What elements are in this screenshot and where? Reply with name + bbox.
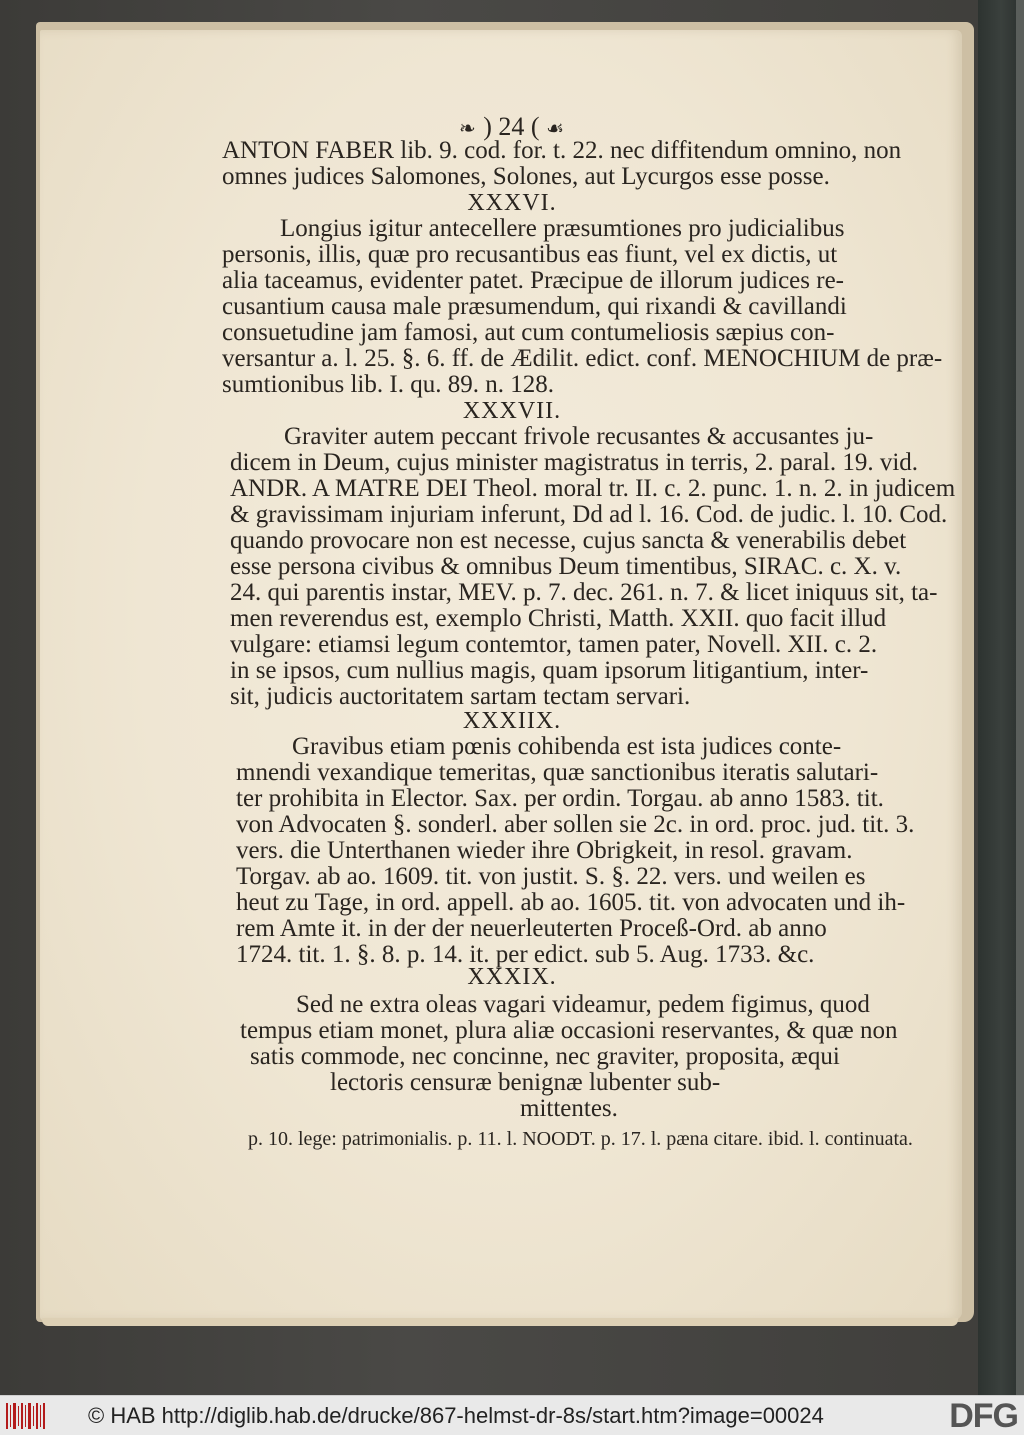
dfg-logo: DFG [949,1397,1018,1435]
viewer-footer-bar [0,1395,1024,1435]
text-line: 24. qui parentis instar, MEV. p. 7. dec. 261. n. 7. & licet iniquus sit, ta- [230,579,938,606]
text-line: Sed ne extra oleas vagari videamur, pedem figimus, quod [296,991,870,1018]
text-line: tempus etiam monet, plura aliæ occasioni reservantes, & quæ non [240,1017,898,1044]
text-line: personis, illis, quæ pro recusantibus eas fiunt, vel ex dictis, ut [222,241,838,268]
text-line: von Advocaten §. sonderl. aber sollen sie 2c. in ord. proc. jud. tit. 3. [236,811,915,838]
text-line: mittentes. [520,1095,618,1122]
text-line: rem Amte it. in der der neuerleuterten Proceß-Ord. ab anno [236,915,827,942]
text-line: & gravissimam injuriam inferunt, Dd ad l. 16. Cod. de judic. l. 10. Cod. [230,501,948,528]
ornament-left-icon: ❧ [458,118,477,140]
text-line: Torgav. ab ao. 1609. tit. von justit. S. §. 22. vers. und weilen es [236,863,866,890]
text-line: sumtionibus lib. I. qu. 89. n. 128. [222,371,554,398]
text-line: ter prohibita in Elector. Sax. per ordin. Torgau. ab anno 1583. tit. [236,785,884,812]
text-line: Graviter autem peccant frivole recusantes & accusantes ju- [284,423,874,450]
text-line: in se ipsos, cum nullius magis, quam ipsorum litigantium, inter- [230,657,869,684]
section-heading-38: XXXIIX. [462,708,562,734]
text-line: Longius igitur antecellere præsumtiones pro judicialibus [280,215,845,242]
section-heading-37: XXXVII. [462,398,562,424]
page-bottom-edge [42,1318,958,1326]
text-line: ANTON FABER lib. 9. cod. for. t. 22. nec diffitendum omnino, non [222,137,902,164]
ornament-right-icon: ☙ [546,118,566,140]
text-line: dicem in Deum, cujus minister magistratus in terris, 2. paral. 19. vid. [230,449,919,476]
text-line: heut zu Tage, in ord. appell. ab ao. 1605. tit. von advocaten und ih- [236,889,906,916]
text-line: quando provocare non est necesse, cujus sancta & venerabilis debet [230,527,907,554]
text-line: esse persona civibus & omnibus Deum timentibus, SIRAC. c. X. v. [230,553,902,580]
text-line: satis commode, nec concinne, nec graviter, proposita, æqui [250,1043,840,1070]
text-line: vulgare: etiamsi legum contemtor, tamen pater, Novell. XII. c. 2. [230,631,878,658]
text-line: alia taceamus, evidenter patet. Præcipue de illorum judices re- [222,267,844,294]
text-line: sit, judicis auctoritatem sartam tectam servari. [230,683,691,710]
text-line: ANDR. A MATRE DEI Theol. moral tr. II. c. 2. punc. 1. n. 2. in judicem [230,475,956,502]
text-line: 1724. tit. 1. §. 8. p. 14. it. per edict. sub 5. Aug. 1733. &c. [236,941,815,968]
section-heading-39: XXXIX. [467,964,557,990]
barcode-icon [6,1401,46,1431]
text-line: omnes judices Salomones, Solones, aut Lycurgos esse posse. [222,163,830,190]
text-line: mnendi vexandique temeritas, quæ sanctionibus iteratis salutari- [236,759,879,786]
text-line: Gravibus etiam pœnis cohibenda est ista judices conte- [292,733,842,760]
text-line: consuetudine jam famosi, aut cum contumeliosis sæpius con- [222,319,835,346]
text-line: vers. die Unterthanen wieder ihre Obrigkeit, in resol. gravam. [236,837,853,864]
text-line: lectoris censuræ benignæ lubenter sub- [330,1069,721,1096]
text-line: versantur a. l. 25. §. 6. ff. de Ædilit. edict. conf. MENOCHIUM de præ- [222,345,943,372]
section-heading-36: XXXVI. [467,190,557,216]
text-line: cusantium causa male præsumendum, qui rixandi & cavillandi [222,293,847,320]
errata-line: p. 10. lege: patrimonialis. p. 11. l. NOODT. p. 17. l. pæna citare. ibid. l. continuata. [248,1128,913,1150]
page-number: ) 24 ( [483,112,540,141]
text-line: men reverendus est, exemplo Christi, Matth. XXII. quo facit illud [230,605,887,632]
copyright-link[interactable]: © HAB http://diglib.hab.de/drucke/867-helmst-dr-8s/start.htm?image=00024 [88,1403,824,1428]
